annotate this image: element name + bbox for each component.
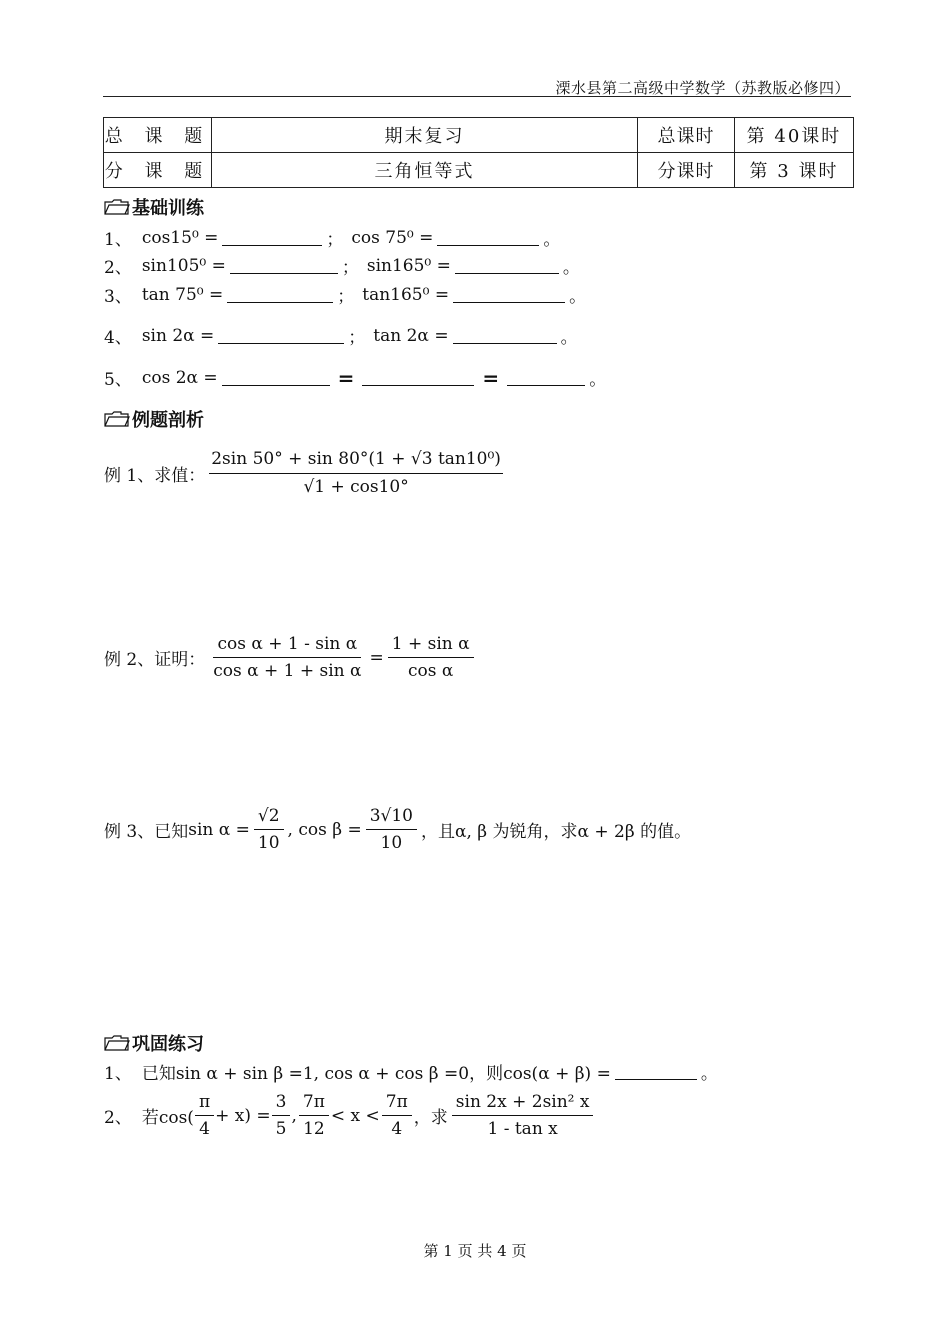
table-row: [104, 118, 854, 153]
answer-blank[interactable]: [222, 229, 322, 246]
cell-subtopic-value: 三角恒等式: [212, 153, 638, 188]
answer-blank[interactable]: [453, 327, 557, 344]
pi-over-4-fraction: $\frac{\pi}{4}$: [195, 1092, 214, 1139]
basic-item-4: 4、 sin 2α = ； tan 2α = 。: [104, 325, 578, 348]
school-header: 溧水县第二高级中学数学（苏教版必修四）: [555, 79, 850, 97]
practice-1: 1、 已知sin α + sin β =1, cos α + cos β =0，则cos(α + β) = 。: [104, 1064, 718, 1084]
folder-icon: [104, 411, 130, 427]
example-label: 例 2、证明：: [104, 650, 206, 670]
cell-sub-lessons-value: 第 3 课时: [735, 153, 854, 188]
practice-2: 2、 若cos( $\frac{\pi}{4}$ + x) = $\frac{3}{5}$ , $\frac{7\pi}{12}$ < x < $\frac{7\pi}{4}$ ，求 $\frac{\text{sin 2x + 2sin² x}}{\text{1 - tan x}}$: [104, 1092, 597, 1139]
section-title: 例题剖析: [132, 410, 204, 431]
basic-item-1: 1、 cos15⁰ = ； cos 75⁰ = 。: [104, 227, 561, 250]
answer-blank[interactable]: [222, 369, 330, 386]
cell-subtopic-label: 分 课 题: [104, 153, 212, 188]
rhs-fraction: $\frac{\text{1 + sin α}}{\text{cos α}}$: [388, 634, 474, 681]
folder-icon: [104, 1035, 130, 1051]
basic-item-2: 2、 sin105⁰ = ； sin165⁰ = 。: [104, 255, 580, 278]
folder-icon: [104, 199, 130, 215]
sin-fraction: $\frac{√2}{10}$: [254, 806, 284, 853]
answer-blank[interactable]: [615, 1063, 697, 1080]
answer-blank[interactable]: [218, 327, 344, 344]
answer-blank[interactable]: [507, 369, 585, 386]
section-practice: [104, 1030, 204, 1056]
example-3: 例 3、已知 sin α = $\frac{√2}{10}$ , cos β = $\frac{3√10}{10}$ ，且α, β 为锐角，求α + 2β 的值。: [104, 806, 692, 853]
cell-total-lessons-label: 总课时: [638, 118, 735, 153]
section-title: 巩固练习: [132, 1034, 204, 1055]
example-label: 例 3、已知: [104, 822, 189, 842]
info-table: [103, 117, 854, 188]
answer-blank[interactable]: [455, 257, 559, 274]
basic-item-5: 5、 cos 2α = = = 。: [104, 365, 607, 390]
target-fraction: $\frac{\text{sin 2x + 2sin² x}}{\text{1 - tan x}}$: [452, 1092, 594, 1139]
page-footer: 第 1 页 共 4 页: [423, 1242, 527, 1260]
three-fifths-fraction: $\frac{3}{5}$: [272, 1092, 291, 1139]
table-row: [104, 153, 854, 188]
range-low-fraction: $\frac{7\pi}{12}$: [299, 1092, 329, 1139]
answer-blank[interactable]: [453, 286, 565, 303]
section-examples: [104, 406, 204, 432]
cell-topic-value: 期末复习: [212, 118, 638, 153]
example-1: [104, 449, 507, 497]
cell-sub-lessons-label: 分课时: [638, 153, 735, 188]
range-high-fraction: $\frac{7\pi}{4}$: [382, 1092, 412, 1139]
answer-blank[interactable]: [362, 369, 474, 386]
example-2: 例 2、证明： $\frac{\text{cos α + 1 - sin α}}{\text{cos α + 1 + sin α}}$ = $\frac{\text{1 + sin α}}{\text{cos α}}$: [104, 634, 478, 681]
cell-total-lessons-value: 第 40课时: [735, 118, 854, 153]
cell-topic-label: 总 课 题: [104, 118, 212, 153]
section-basic-training: [104, 194, 204, 220]
answer-blank[interactable]: [227, 286, 333, 303]
answer-blank[interactable]: [437, 229, 539, 246]
lhs-fraction: $\frac{\text{cos α + 1 - sin α}}{\text{cos α + 1 + sin α}}$: [213, 634, 362, 681]
cos-fraction: $\frac{3√10}{10}$: [366, 806, 417, 853]
expression-fraction: $\frac{\text{2sin 50° + sin 80°(1 + √3 tan10⁰)}}{√1 + \cos 10^\circ}$: [211, 449, 501, 497]
example-label: 例 1、求值：: [104, 465, 206, 486]
section-title: 基础训练: [132, 198, 204, 219]
header-rule: [103, 96, 851, 97]
basic-item-3: 3、 tan 75⁰ = ； tan165⁰ = 。: [104, 284, 587, 307]
answer-blank[interactable]: [230, 257, 338, 274]
